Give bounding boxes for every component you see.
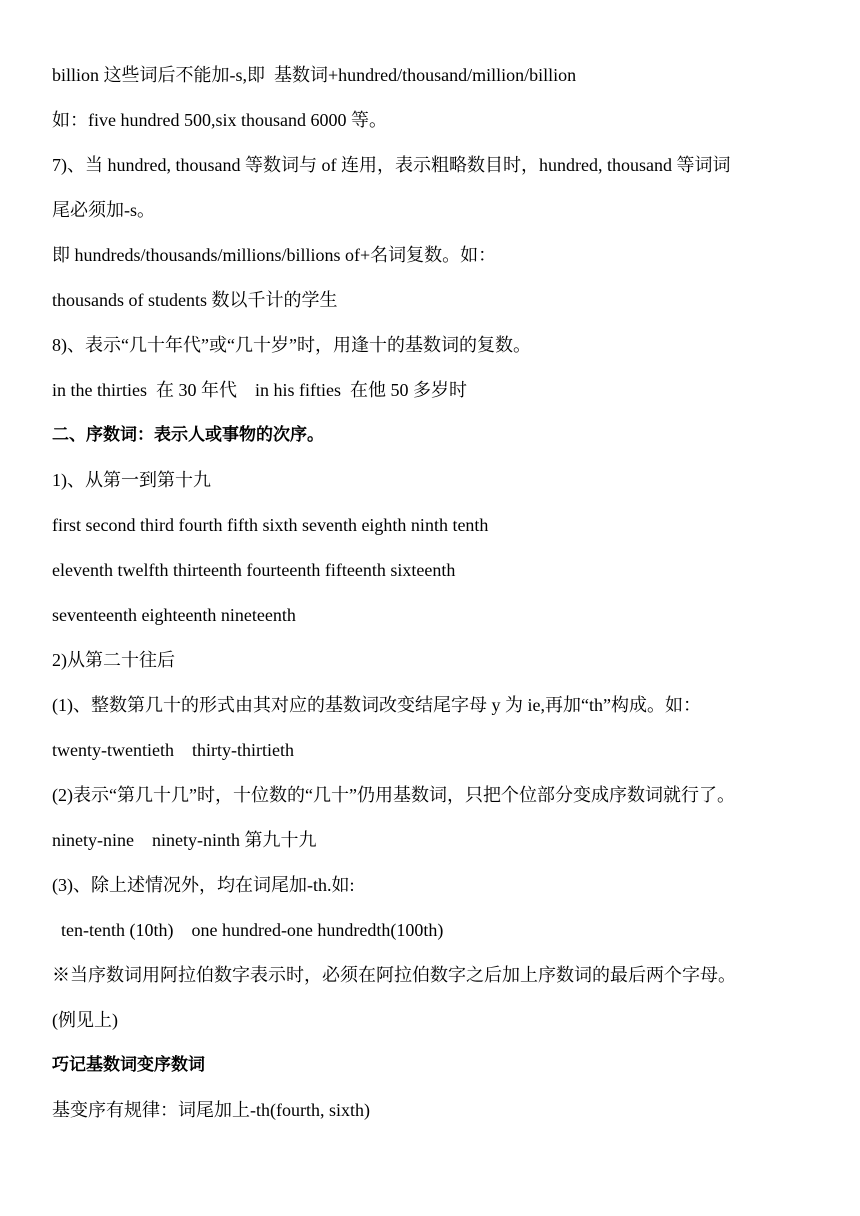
- text-line-ordinals-17-19: seventeenth eighteenth nineteenth: [52, 605, 296, 625]
- text-line-plural-form: 即 hundreds/thousands/millions/billions of+名词复数。如：: [52, 245, 497, 265]
- text-line-thousands-example: thousands of students 数以千计的学生: [52, 290, 338, 310]
- text-line-twentieth-example: twenty-twentieth thirty-thirtieth: [52, 740, 294, 760]
- text-line-ordinals-11-16: eleventh twelfth thirteenth fourteenth fifteenth sixteenth: [52, 560, 456, 580]
- text-line-rule-8: 8)、表示“几十年代”或“几十岁”时，用逢十的基数词的复数。: [52, 335, 531, 355]
- section-heading-mnemonic: 巧记基数词变序数词: [52, 1055, 205, 1075]
- text-line-ordinal-1-19: 1)、从第一到第十九: [52, 470, 211, 490]
- text-line-rule-7-cont: 尾必须加-s。: [52, 200, 155, 220]
- text-line-arabic-note: ※当序数词用阿拉伯数字表示时，必须在阿拉伯数字之后加上序数词的最后两个字母。: [52, 965, 736, 985]
- text-line-rule-th: (3)、除上述情况外，均在词尾加-th.如:: [52, 875, 355, 895]
- text-line-tenth-example: ten-tenth (10th) one hundred-one hundredth(100th): [52, 920, 444, 940]
- text-line-rule-tens: (1)、整数第几十的形式由其对应的基数词改变结尾字母 y 为 ie,再加“th”构成。如：: [52, 695, 701, 715]
- text-line-example-hundred: 如：five hundred 500,six thousand 6000 等。: [52, 110, 387, 130]
- text-line-ninety-ninth-example: ninety-nine ninety-ninth 第九十九: [52, 830, 317, 850]
- text-line-rule-7: 7)、当 hundred, thousand 等数词与 of 连用，表示粗略数目时，hundred, thousand 等词词: [52, 155, 731, 175]
- text-line-ordinals-1-10: first second third fourth fifth sixth seventh eighth ninth tenth: [52, 515, 489, 535]
- text-line-rule-compound: (2)表示“第几十几”时，十位数的“几十”仍用基数词，只把个位部分变成序数词就行了。: [52, 785, 735, 805]
- text-line-thirties-example: in the thirties 在 30 年代 in his fifties 在他 50 多岁时: [52, 380, 467, 400]
- text-line-mnemonic-rule: 基变序有规律：词尾加上-th(fourth, sixth): [52, 1100, 370, 1120]
- section-heading-ordinals: 二、序数词：表示人或事物的次序。: [52, 425, 324, 445]
- text-line-see-above: (例见上): [52, 1010, 118, 1030]
- text-line-ordinal-20-plus: 2)从第二十往后: [52, 650, 175, 670]
- text-line-billion-rule: billion 这些词后不能加-s,即 基数词+hundred/thousand/million/billion: [52, 65, 577, 85]
